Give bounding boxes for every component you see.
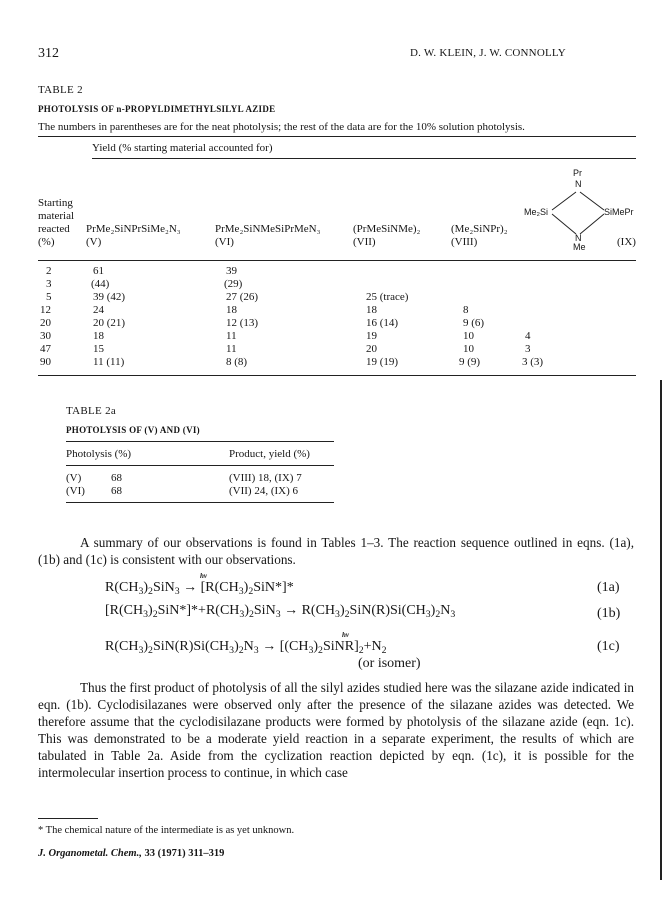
cell-compound: (V) (66, 472, 82, 484)
body-paragraph: Thus the first product of photolysis of all the silyl azides studied here was the silazane azide indicated in eqn. (1b). Cyclodisilazanes were observed only after the presence of the silazane azides was detected. We therefore assume that the cyclodisilazane products were formed by photolysis of the silazane azide (eqn. 1c). This was demonstrated to be a moderate yield reaction in a separate experiment, the results of which are tabulated in Table 2a. Aside from the cyclization reaction depicted by eqn. (1c), it is possible for the intermolecular insertion process to continue, in which case (38, 680, 634, 780)
table2-top-rule (38, 136, 636, 137)
cell-vii: 19 (366, 330, 377, 342)
cell-vii: 18 (366, 304, 377, 316)
col-vii-formula: (PrMeSiNMe)₂ (353, 223, 421, 235)
table2a-bottom-rule (66, 502, 334, 503)
table2-yield-header: Yield (% starting material accounted for) (92, 142, 273, 154)
cell-reacted: 12 (40, 304, 51, 316)
equation-1a-number: (1a) (597, 580, 620, 595)
cell-viii: 10 (463, 330, 474, 342)
col-vii-id: (VII) (353, 236, 376, 248)
journal-volume-pages: 33 (1971) 311–319 (144, 848, 225, 859)
col-vi-formula: PrMe₂SiNMeSiPrMeN₃ (215, 223, 321, 235)
col0-header-line1: Starting (38, 197, 73, 209)
ring-top-substituent: Pr (573, 168, 582, 178)
ring-bottom-substituent: Me (573, 242, 586, 252)
cell-ix: 3 (525, 343, 531, 355)
table2-label: TABLE 2 (38, 84, 83, 96)
cell-viii: 9 (9) (459, 356, 481, 368)
or-isomer-note: (or isomer) (358, 656, 421, 671)
cell-vii: 16 (14) (366, 317, 399, 329)
cell-reacted: 5 (46, 291, 52, 303)
cell-v: 18 (93, 330, 104, 342)
col-viii-id: (VIII) (451, 236, 478, 248)
scan-edge-line (660, 380, 662, 880)
cell-product: (VIII) 18, (IX) 7 (229, 472, 302, 484)
col-viii-formula: (Me₂SiNPr)₂ (451, 223, 508, 235)
col0-header-line3: reacted (38, 223, 70, 235)
cell-vi: 8 (8) (226, 356, 248, 368)
equation-1c-number: (1c) (597, 639, 620, 654)
ring-left-silicon: Me₂Si (524, 207, 548, 217)
ring-right-silicon: SiMePr (604, 207, 634, 217)
table2a-header-photolysis: Photolysis (%) (66, 448, 132, 460)
cell-ix: 4 (525, 330, 531, 342)
equation-1c: $R(CH_3)_2SiN(R)Si(CH_3)_2N_3$ → $[(CH_3)_2SiNR]_2+N_2$ (105, 639, 387, 656)
cell-compound: (VI) (66, 485, 85, 497)
cell-viii: 8 (463, 304, 469, 316)
eq1a-hv: hν (200, 572, 207, 580)
running-header-authors: D. W. KLEIN, J. W. CONNOLLY (410, 47, 566, 59)
journal-name: J. Organometal. Chem., (38, 848, 142, 859)
cell-vi: 27 (26) (226, 291, 259, 303)
cell-v: 20 (21) (93, 317, 126, 329)
cell-reacted: 3 (46, 278, 52, 290)
table2-yield-rule (92, 158, 636, 159)
cell-photolysis: 68 (111, 485, 122, 497)
cell-vi: 18 (226, 304, 237, 316)
table2-note: The numbers in parentheses are for the neat photolysis; the rest of the data are for the 10% solution photolysis. (38, 121, 525, 133)
table2a-header-rule (66, 465, 334, 466)
cell-vi: 39 (226, 265, 237, 277)
ring-top-nitrogen: N (575, 179, 582, 189)
cell-reacted: 2 (46, 265, 52, 277)
col0-header-line2: material (38, 210, 75, 222)
footnote: * The chemical nature of the intermediate is as yet unknown. (38, 825, 295, 836)
cell-vi: 11 (226, 343, 237, 355)
equation-1a: $R(CH_3)_2SiN_3 \to [R(CH_3)_2SiN*]*$ (105, 580, 294, 597)
intro-paragraph: A summary of our observations is found in Tables 1–3. The reaction sequence outlined in eqns. (1a), (1b) and (1c) is consistent with our observations. (38, 535, 634, 567)
equation-1b-number: (1b) (597, 606, 621, 621)
cell-v: 24 (93, 304, 104, 316)
cell-reacted: 47 (40, 343, 51, 355)
table2a-label: TABLE 2a (66, 405, 117, 417)
cell-viii: 9 (6) (463, 317, 485, 329)
cell-vii: 19 (19) (366, 356, 399, 368)
cell-vi: 12 (13) (226, 317, 259, 329)
cell-reacted: 30 (40, 330, 51, 342)
cell-v: 11 (11) (93, 356, 125, 368)
cell-product: (VII) 24, (IX) 6 (229, 485, 299, 497)
cell-vii: 20 (366, 343, 377, 355)
table2a-top-rule (66, 441, 334, 442)
page-number: 312 (38, 46, 59, 61)
col-v-formula: PrMe₂SiNPrSiMe₂N₃ (86, 223, 181, 235)
col-ix-id: (IX) (617, 236, 636, 248)
cell-vi: (29) (224, 278, 243, 290)
cell-vii: 25 (trace) (366, 291, 409, 303)
cell-v: (44) (91, 278, 110, 290)
col-vi-id: (VI) (215, 236, 234, 248)
cell-vi: 11 (226, 330, 237, 342)
cell-viii: 10 (463, 343, 474, 355)
table2-bottom-rule (38, 375, 636, 376)
cell-v: 15 (93, 343, 104, 355)
cell-photolysis: 68 (111, 472, 122, 484)
table2-caption: PHOTOLYSIS OF n-PROPYLDIMETHYLSILYL AZIDE (38, 104, 276, 114)
col-v-id: (V) (86, 236, 102, 248)
equation-1b: $[R(CH_3)_2SiN*]*+R(CH_3)_2SiN_3 \to R(CH_3)_2SiN(R)Si(CH_3)_2N_3$ (105, 603, 456, 620)
journal-reference (38, 848, 224, 859)
cell-reacted: 20 (40, 317, 51, 329)
cell-ix: 3 (3) (522, 356, 544, 368)
ring-bottom-nitrogen: N (575, 233, 582, 243)
col0-header-line4: (%) (38, 236, 55, 248)
cell-v: 39 (42) (93, 291, 126, 303)
cell-reacted: 90 (40, 356, 51, 368)
table2a-header-product: Product, yield (%) (229, 448, 310, 460)
table2-header-rule (38, 260, 636, 261)
eq1c-hv: hν (342, 631, 349, 639)
cell-v: 61 (93, 265, 104, 277)
table2a-caption: PHOTOLYSIS OF (V) AND (VI) (66, 425, 200, 435)
footnote-rule (38, 818, 98, 819)
